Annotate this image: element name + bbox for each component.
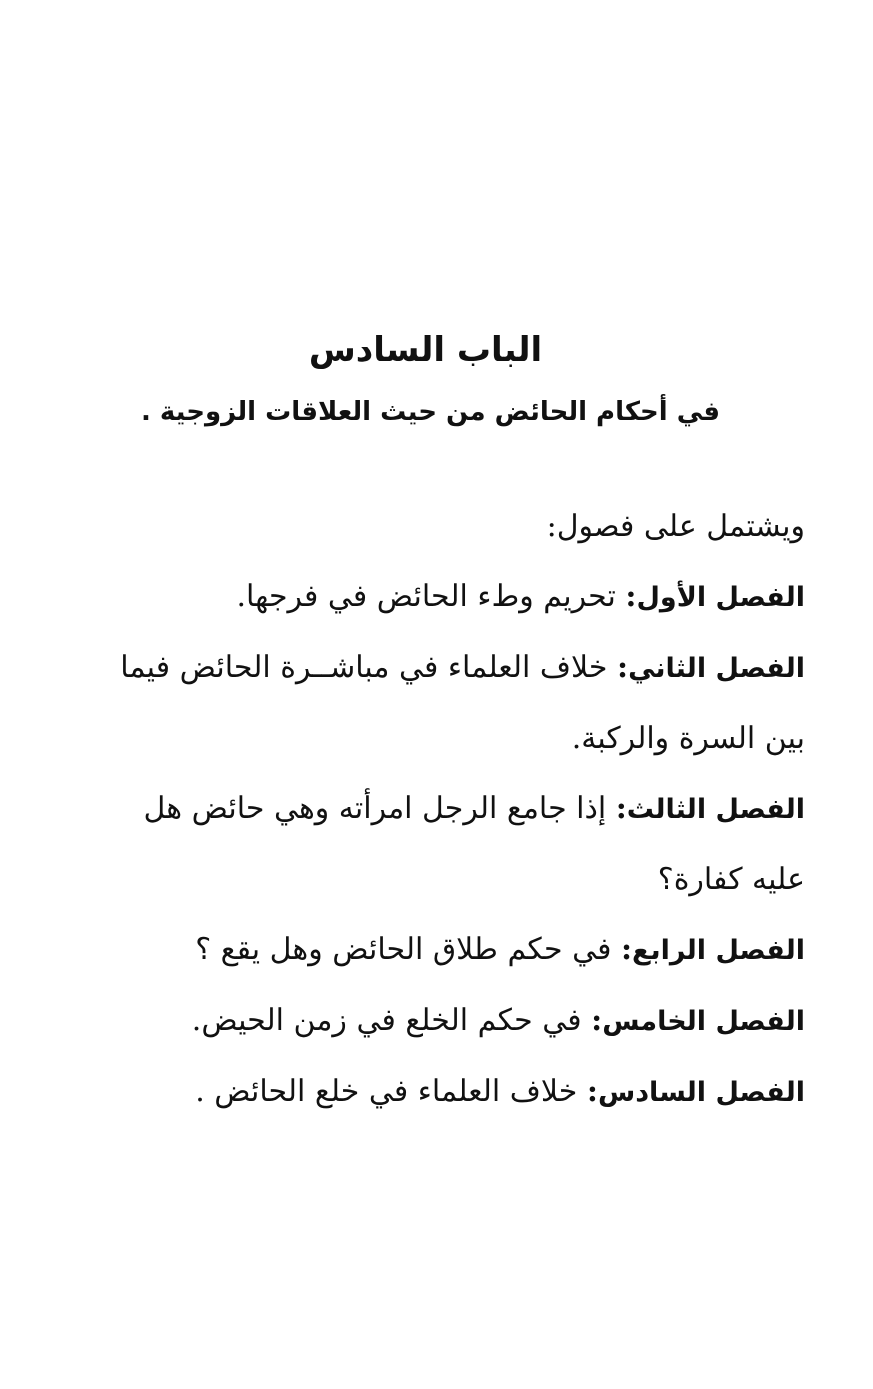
- chapter-contents: [115, 492, 805, 1128]
- sections-list: [115, 562, 805, 1128]
- section-item-4: [115, 915, 805, 986]
- section-separator: :: [625, 579, 637, 614]
- section-item-2: [115, 633, 805, 774]
- section-item-3: [115, 774, 805, 915]
- chapter-title: الباب السادس: [308, 330, 543, 370]
- section-text: خلاف العلماء في مباشــرة الحائض فيما بين السرة والركبة.: [120, 650, 805, 756]
- section-text: في حكم طلاق الحائض وهل يقع ؟: [195, 932, 621, 967]
- section-title: الفصل الثاني: [628, 653, 805, 684]
- section-item-5: [115, 986, 805, 1057]
- section-text: خلاف العلماء في خلع الحائض .: [195, 1074, 587, 1109]
- contents-intro: ويشتمل على فصول:: [546, 509, 805, 544]
- section-item-1: [115, 562, 805, 633]
- section-text: إذا جامع الرجل امرأته وهي حائض هل عليه كفارة؟: [143, 791, 805, 897]
- section-title: الفصل الثالث: [626, 794, 805, 825]
- section-title: الفصل الرابع: [632, 935, 805, 966]
- section-separator: :: [591, 1003, 603, 1038]
- section-item-6: [115, 1057, 805, 1128]
- section-separator: :: [615, 791, 627, 826]
- section-separator: :: [620, 932, 633, 967]
- section-separator: :: [616, 650, 629, 685]
- section-title: الفصل الأول: [636, 582, 805, 613]
- chapter-subtitle: في أحكام الحائض من حيث العلاقات الزوجية .: [140, 397, 721, 427]
- section-text: في حكم الخلع في زمن الحيض.: [191, 1003, 592, 1038]
- section-separator: :: [586, 1074, 598, 1109]
- section-title: الفصل السادس: [597, 1077, 805, 1108]
- section-title: الفصل الخامس: [602, 1006, 805, 1037]
- section-text: تحريم وطء الحائض في فرجها.: [236, 579, 626, 614]
